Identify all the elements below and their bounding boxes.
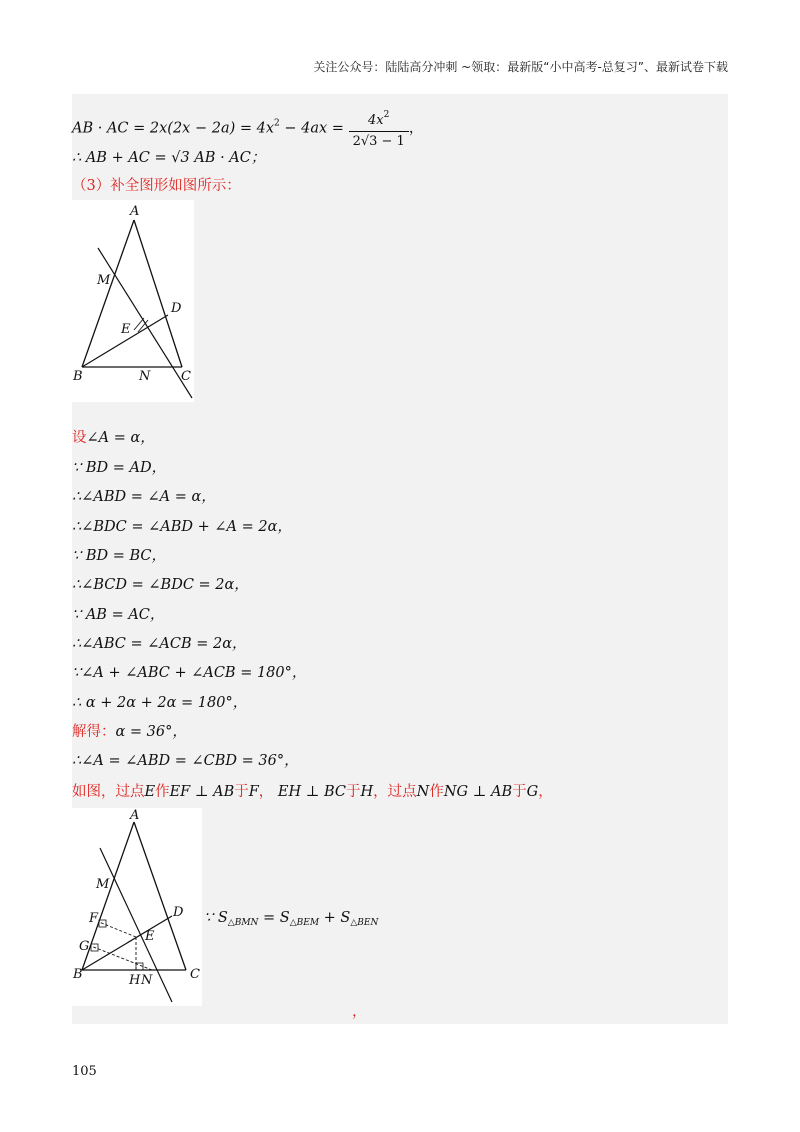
part-3-heading: （3）补全图形如图所示： bbox=[72, 178, 241, 194]
fig2-label-H: H bbox=[129, 973, 141, 988]
fig2-side-AC bbox=[134, 822, 186, 970]
proof-line-12: ∴∠A = ∠ABD = ∠CBD = 36°， bbox=[72, 753, 299, 769]
fig2-label-M: M bbox=[96, 877, 110, 892]
equation-line-1: AB · AC = $2x(2x - 2a) = 4x^2 - 4ax$ = $\frac{4x^2}{2√3 - 1}$ ， bbox=[72, 105, 423, 152]
area-sub-bem: △BEM bbox=[289, 918, 320, 928]
fig2-label-C: C bbox=[190, 967, 200, 982]
p13-m: 作 bbox=[429, 784, 444, 800]
fig2-side-AB bbox=[82, 822, 134, 970]
proof-line-11 bbox=[72, 722, 187, 742]
fig1-label-A: A bbox=[130, 204, 140, 219]
p13-e: 于 bbox=[234, 784, 249, 800]
p13-p: G bbox=[526, 784, 539, 800]
proof-line-4: ∴∠BDC = ∠ABD + ∠A = 2α， bbox=[72, 519, 292, 535]
proof-line-7: ∵ AB = AC， bbox=[72, 607, 165, 623]
fig1-arc-mark bbox=[134, 318, 144, 330]
area-b: = S bbox=[258, 910, 290, 926]
eq1-denominator: 2√3 − 1 bbox=[352, 134, 405, 149]
p13-n: NG ⊥ AB bbox=[443, 784, 513, 800]
page-number: 105 bbox=[72, 1064, 97, 1079]
figure-2 bbox=[72, 808, 202, 1006]
p13-a: 如图，过点 bbox=[72, 784, 145, 800]
p13-k: ，过点 bbox=[373, 784, 417, 800]
proof-line-8: ∴∠ABC = ∠ACB = 2α， bbox=[72, 636, 247, 652]
area-equation bbox=[204, 908, 378, 933]
figure-1-svg bbox=[72, 200, 194, 402]
proof-line-6: ∴∠BCD = ∠BDC = 2α， bbox=[72, 577, 249, 593]
eq1-numerator: 4x bbox=[368, 113, 384, 128]
fig2-perp-EF bbox=[99, 922, 136, 937]
proof-line-5: ∵ BD = BC， bbox=[72, 548, 167, 564]
proof-line-10: ∴ α + 2α + 2α = 180°， bbox=[72, 695, 248, 711]
eq1-tail: ， bbox=[408, 120, 424, 137]
fig2-label-A: A bbox=[130, 808, 140, 823]
proof-11-prefix: 解得： bbox=[72, 724, 116, 740]
p13-g: ， bbox=[258, 784, 274, 800]
proof-line-13 bbox=[72, 782, 553, 802]
eq1-fraction: $\frac{4x^2}{2√3 - 1}$ bbox=[349, 105, 409, 152]
fig2-label-D: D bbox=[173, 905, 184, 920]
p13-q: ， bbox=[538, 784, 553, 800]
figure-2-svg bbox=[72, 808, 202, 1006]
fig2-label-E: E bbox=[145, 929, 155, 944]
page-header: 关注公众号：陆陆高分冲刺 ~领取：最新版“小中高考-总复习”、最新试卷下载 bbox=[313, 60, 728, 74]
area-sub-bmn: △BMN bbox=[227, 918, 259, 928]
p13-h: EH ⊥ BC bbox=[277, 784, 347, 800]
proof-line-1 bbox=[72, 428, 155, 448]
fig1-label-B: B bbox=[73, 369, 83, 384]
p13-i: 于 bbox=[346, 784, 361, 800]
proof-11-text: α = 36°， bbox=[115, 724, 187, 740]
area-sub-ben: △BEN bbox=[350, 918, 379, 928]
proof-1-prefix: 设 bbox=[72, 430, 87, 446]
p13-l: N bbox=[416, 784, 430, 800]
fig2-label-G: G bbox=[79, 939, 90, 954]
figure-1 bbox=[72, 200, 194, 402]
p13-c: 作 bbox=[155, 784, 170, 800]
eq1-mid: − 4ax = bbox=[279, 120, 349, 137]
proof-line-9: ∵∠A + ∠ABC + ∠ACB = 180°， bbox=[72, 665, 307, 681]
fig2-label-F: F bbox=[89, 911, 99, 926]
fig1-label-N: N bbox=[139, 369, 151, 384]
fig1-side-AC bbox=[134, 220, 182, 367]
p13-f: F bbox=[248, 784, 259, 800]
fig1-label-D: D bbox=[171, 301, 182, 316]
proof-line-3: ∴∠ABD = ∠A = α， bbox=[72, 489, 216, 505]
fig2-label-B: B bbox=[73, 967, 83, 982]
p13-j: H bbox=[360, 784, 374, 800]
proof-1-text: ∠A = α， bbox=[86, 430, 155, 446]
area-a: ∵ S bbox=[204, 910, 228, 926]
p13-b: E bbox=[144, 784, 156, 800]
trailing-comma: ， bbox=[352, 1004, 367, 1020]
fig1-label-M: M bbox=[97, 273, 111, 288]
fig1-label-C: C bbox=[181, 369, 191, 384]
equation-line-2: ∴ AB + AC = √3 AB · AC； bbox=[72, 150, 266, 166]
fig1-label-E: E bbox=[121, 322, 131, 337]
area-c: + S bbox=[319, 910, 351, 926]
p13-d: EF ⊥ AB bbox=[169, 784, 235, 800]
p13-o: 于 bbox=[512, 784, 527, 800]
fig2-label-N: N bbox=[141, 973, 153, 988]
proof-line-2: ∵ BD = AD， bbox=[72, 460, 167, 476]
eq1-left: AB · AC = 2x(2x − 2a) = 4x bbox=[72, 120, 275, 137]
